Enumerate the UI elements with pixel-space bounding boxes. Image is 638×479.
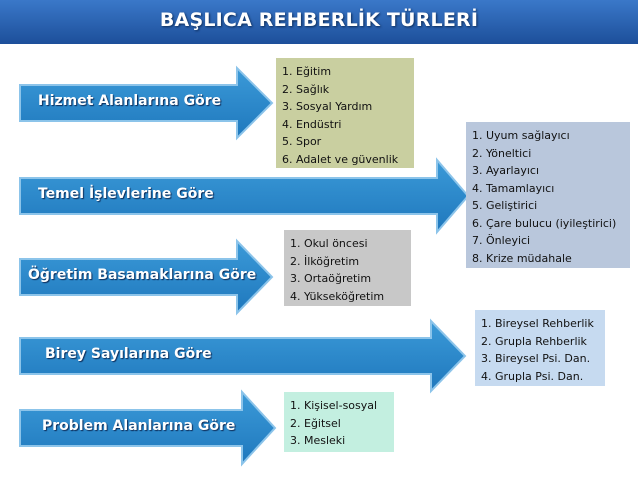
list-item: 4. Endüstri: [282, 117, 342, 131]
list-temel: [466, 122, 630, 268]
label-hizmet: Hizmet Alanlarına Göre: [38, 93, 222, 109]
list-item: 2. Sağlık: [282, 82, 330, 96]
list-item: 1. Okul öncesi: [290, 237, 368, 250]
label-temel: Temel İşlevlerine Göre: [38, 186, 214, 202]
list-item: 8. Krize müdahale: [472, 251, 572, 265]
list-item: 6. Çare bulucu (iyileştirici): [472, 216, 617, 230]
list-item: 2. Eğitsel: [290, 416, 341, 430]
list-item: 4. Tamamlayıcı: [472, 181, 555, 195]
list-item: 3. Ayarlayıcı: [472, 164, 540, 177]
list-item: 4. Yükseköğretim: [290, 289, 385, 303]
list-item: 6. Adalet ve güvenlik: [282, 152, 399, 166]
list-item: 1. Kişisel-sosyal: [290, 399, 378, 412]
page-title: BAŞLICA REHBERLİK TÜRLERİ: [159, 9, 479, 31]
list-item: 1. Bireysel Rehberlik: [481, 317, 594, 330]
list-item: 3. Ortaöğretim: [290, 272, 372, 285]
list-item: 7. Önleyici: [472, 234, 531, 247]
list-item: 1. Eğitim: [282, 65, 332, 78]
list-item: 2. Yöneltici: [472, 146, 532, 160]
label-problem: Problem Alanlarına Göre: [42, 418, 236, 434]
list-item: 2. Grupla Rehberlik: [481, 334, 587, 348]
list-ogretim: [284, 230, 411, 306]
list-item: 3. Sosyal Yardım: [282, 100, 373, 113]
list-item: 5. Geliştirici: [472, 199, 538, 212]
label-ogretim: Öğretim Basamaklarına Göre: [28, 267, 257, 283]
list-item: 5. Spor: [282, 135, 322, 148]
list-item: 4. Grupla Psi. Dan.: [481, 369, 584, 383]
list-hizmet: [276, 58, 414, 168]
label-birey: Birey Sayılarına Göre: [45, 346, 212, 362]
list-item: 3. Mesleki: [290, 434, 346, 447]
list-birey: [475, 310, 605, 386]
list-item: 1. Uyum sağlayıcı: [472, 129, 570, 142]
list-item: 2. İlköğretim: [290, 254, 360, 268]
list-item: 3. Bireysel Psi. Dan.: [481, 352, 591, 365]
list-problem: [284, 392, 394, 452]
